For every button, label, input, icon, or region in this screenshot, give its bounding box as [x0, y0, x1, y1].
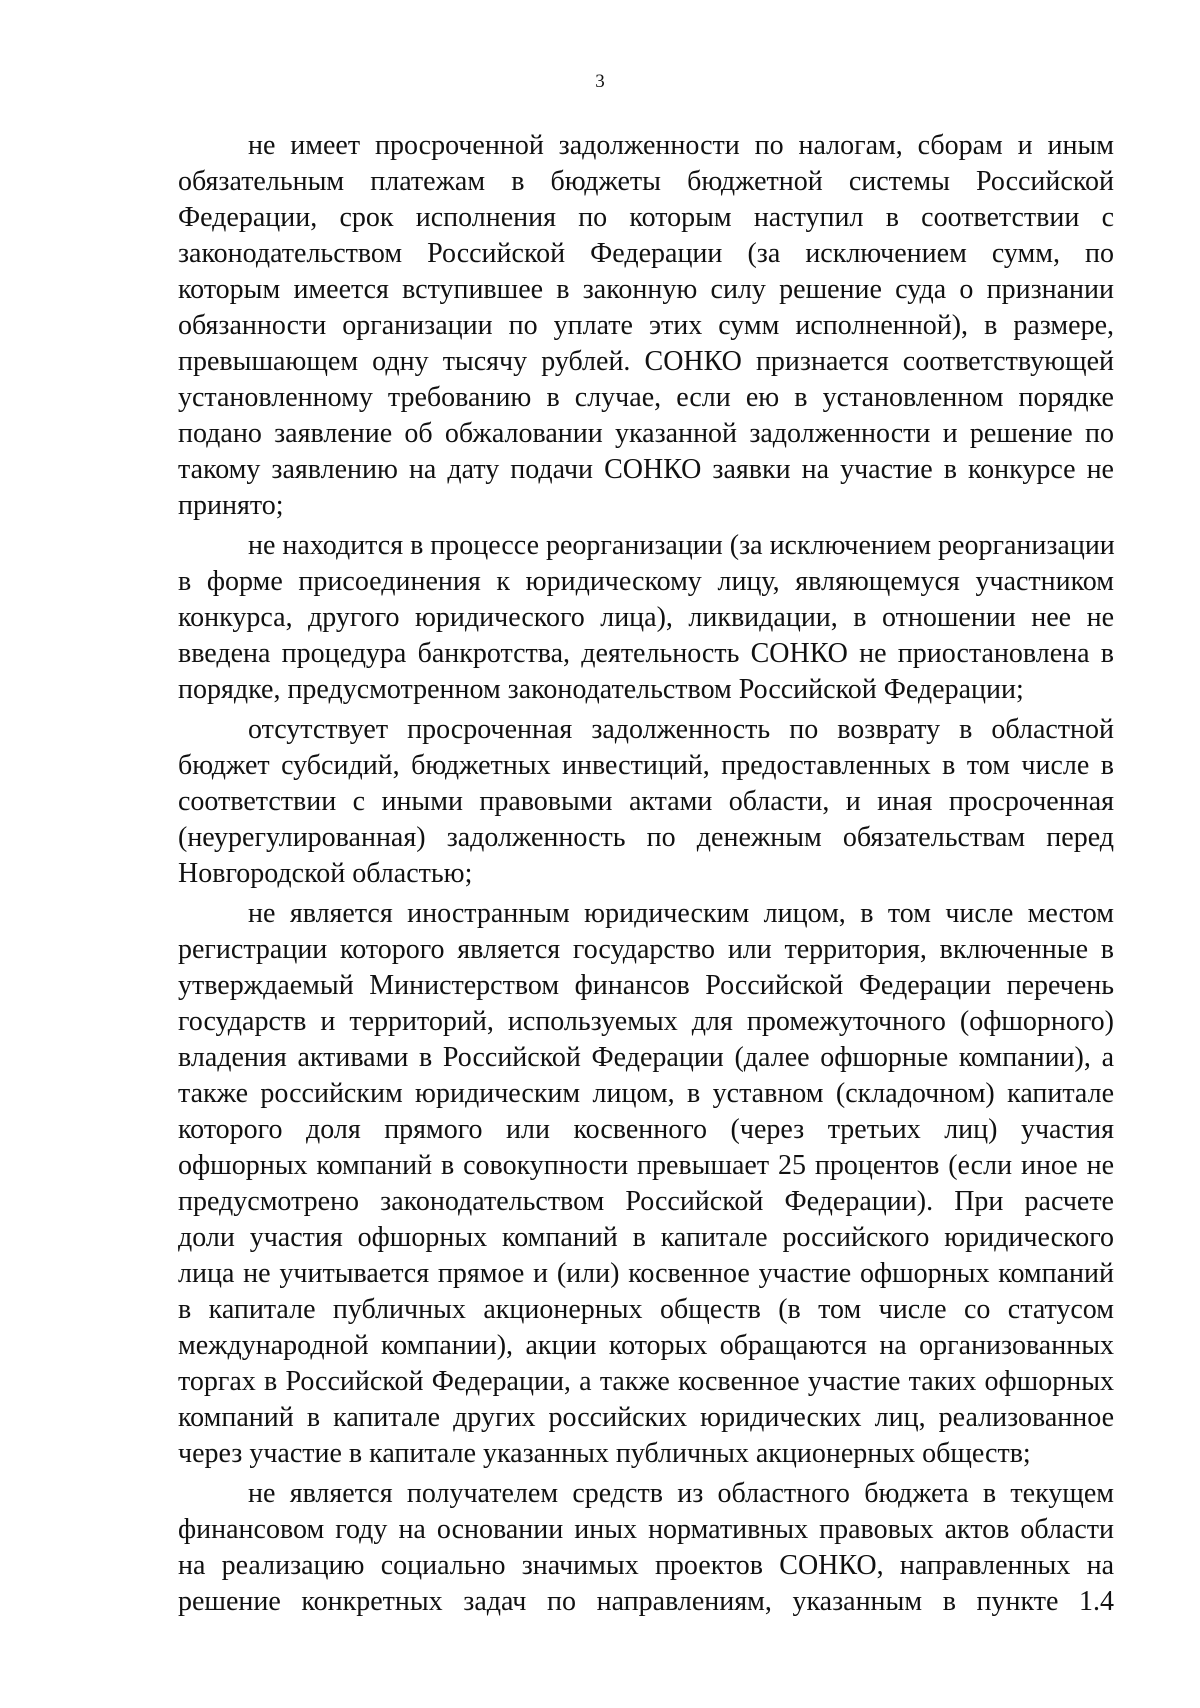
- text-line: превышающем одну тысячу рублей. СОНКО признается соответствующей: [178, 346, 1114, 377]
- text-line: введена процедура банкротства, деятельность СОНКО не приостановлена в: [178, 638, 1114, 669]
- text-line: владения активами в Российской Федерации (далее офшорные компании), а: [178, 1042, 1114, 1073]
- text-line: через участие в капитале указанных публичных акционерных обществ;: [178, 1438, 1031, 1469]
- text-line: конкурса, другого юридического лица), ликвидации, в отношении нее не: [178, 602, 1114, 633]
- text-line: международной компании), акции которых обращаются на организованных: [178, 1330, 1114, 1361]
- paragraph-3: [178, 712, 1114, 892]
- text-line: торгах в Российской Федерации, а также косвенное участие таких офшорных: [178, 1366, 1114, 1397]
- text-line: законодательством Российской Федерации (за исключением сумм, по: [178, 238, 1114, 269]
- text-line: не является иностранным юридическим лицом, в том числе местом: [248, 898, 1114, 929]
- text-line: утверждаемый Министерством финансов Российской Федерации перечень: [178, 970, 1114, 1001]
- text-line: установленному требованию в случае, если ею в установленном порядке: [178, 382, 1114, 413]
- text-line: Новгородской областью;: [178, 858, 473, 889]
- text-line: регистрации которого является государство или территория, включенные в: [178, 934, 1114, 965]
- text-line: лица не учитывается прямое и (или) косвенное участие офшорных компаний: [178, 1258, 1114, 1289]
- text-line: (неурегулированная) задолженность по денежным обязательствам перед: [178, 822, 1114, 853]
- text-line: на реализацию социально значимых проектов СОНКО, направленных на: [178, 1550, 1114, 1581]
- paragraph-2: [178, 528, 1114, 708]
- text-line: предусмотрено законодательством Российской Федерации). При расчете: [178, 1186, 1114, 1217]
- paragraph-1: [178, 128, 1114, 524]
- text-line: решение конкретных задач по направлениям, указанным в пункте 1.4: [178, 1586, 1114, 1617]
- paragraph-4: [178, 896, 1114, 1472]
- text-line: финансовом году на основании иных нормативных правовых актов области: [178, 1514, 1114, 1545]
- text-line: государств и территорий, используемых для промежуточного (офшорного): [178, 1006, 1114, 1037]
- text-line: не является получателем средств из областного бюджета в текущем: [248, 1478, 1114, 1509]
- text-line: которого доля прямого или косвенного (через третьих лиц) участия: [178, 1114, 1114, 1145]
- text-line: в форме присоединения к юридическому лицу, являющемуся участником: [178, 566, 1114, 597]
- text-line: подано заявление об обжаловании указанной задолженности и решение по: [178, 418, 1114, 449]
- text-line: не имеет просроченной задолженности по налогам, сборам и иным: [248, 130, 1114, 161]
- text-line: бюджет субсидий, бюджетных инвестиций, предоставленных в том числе в: [178, 750, 1114, 781]
- text-line: доли участия офшорных компаний в капитале российского юридического: [178, 1222, 1114, 1253]
- text-line: принято;: [178, 490, 284, 521]
- text-line: порядке, предусмотренном законодательством Российской Федерации;: [178, 674, 1024, 705]
- page-number: 3: [595, 71, 605, 92]
- text-line: обязанности организации по уплате этих сумм исполненной), в размере,: [178, 310, 1114, 341]
- text-line: офшорных компаний в совокупности превышает 25 процентов (если иное не: [178, 1150, 1114, 1181]
- text-line: соответствии с иными правовыми актами области, и иная просроченная: [178, 786, 1114, 817]
- text-line: такому заявлению на дату подачи СОНКО заявки на участие в конкурсе не: [178, 454, 1114, 485]
- text-line: в капитале публичных акционерных обществ (в том числе со статусом: [178, 1294, 1114, 1325]
- document-body: [178, 128, 1114, 1624]
- text-line: которым имеется вступившее в законную силу решение суда о признании: [178, 274, 1114, 305]
- paragraph-5: [178, 1476, 1114, 1620]
- text-line: компаний в капитале других российских юридических лиц, реализованное: [178, 1402, 1114, 1433]
- text-line: также российским юридическим лицом, в уставном (складочном) капитале: [178, 1078, 1114, 1109]
- text-line: отсутствует просроченная задолженность по возврату в областной: [248, 714, 1114, 745]
- text-line: не находится в процессе реорганизации (за исключением реорганизации: [248, 530, 1115, 561]
- text-line: Федерации, срок исполнения по которым наступил в соответствии с: [178, 202, 1114, 233]
- text-line: обязательным платежам в бюджеты бюджетной системы Российской: [178, 166, 1114, 197]
